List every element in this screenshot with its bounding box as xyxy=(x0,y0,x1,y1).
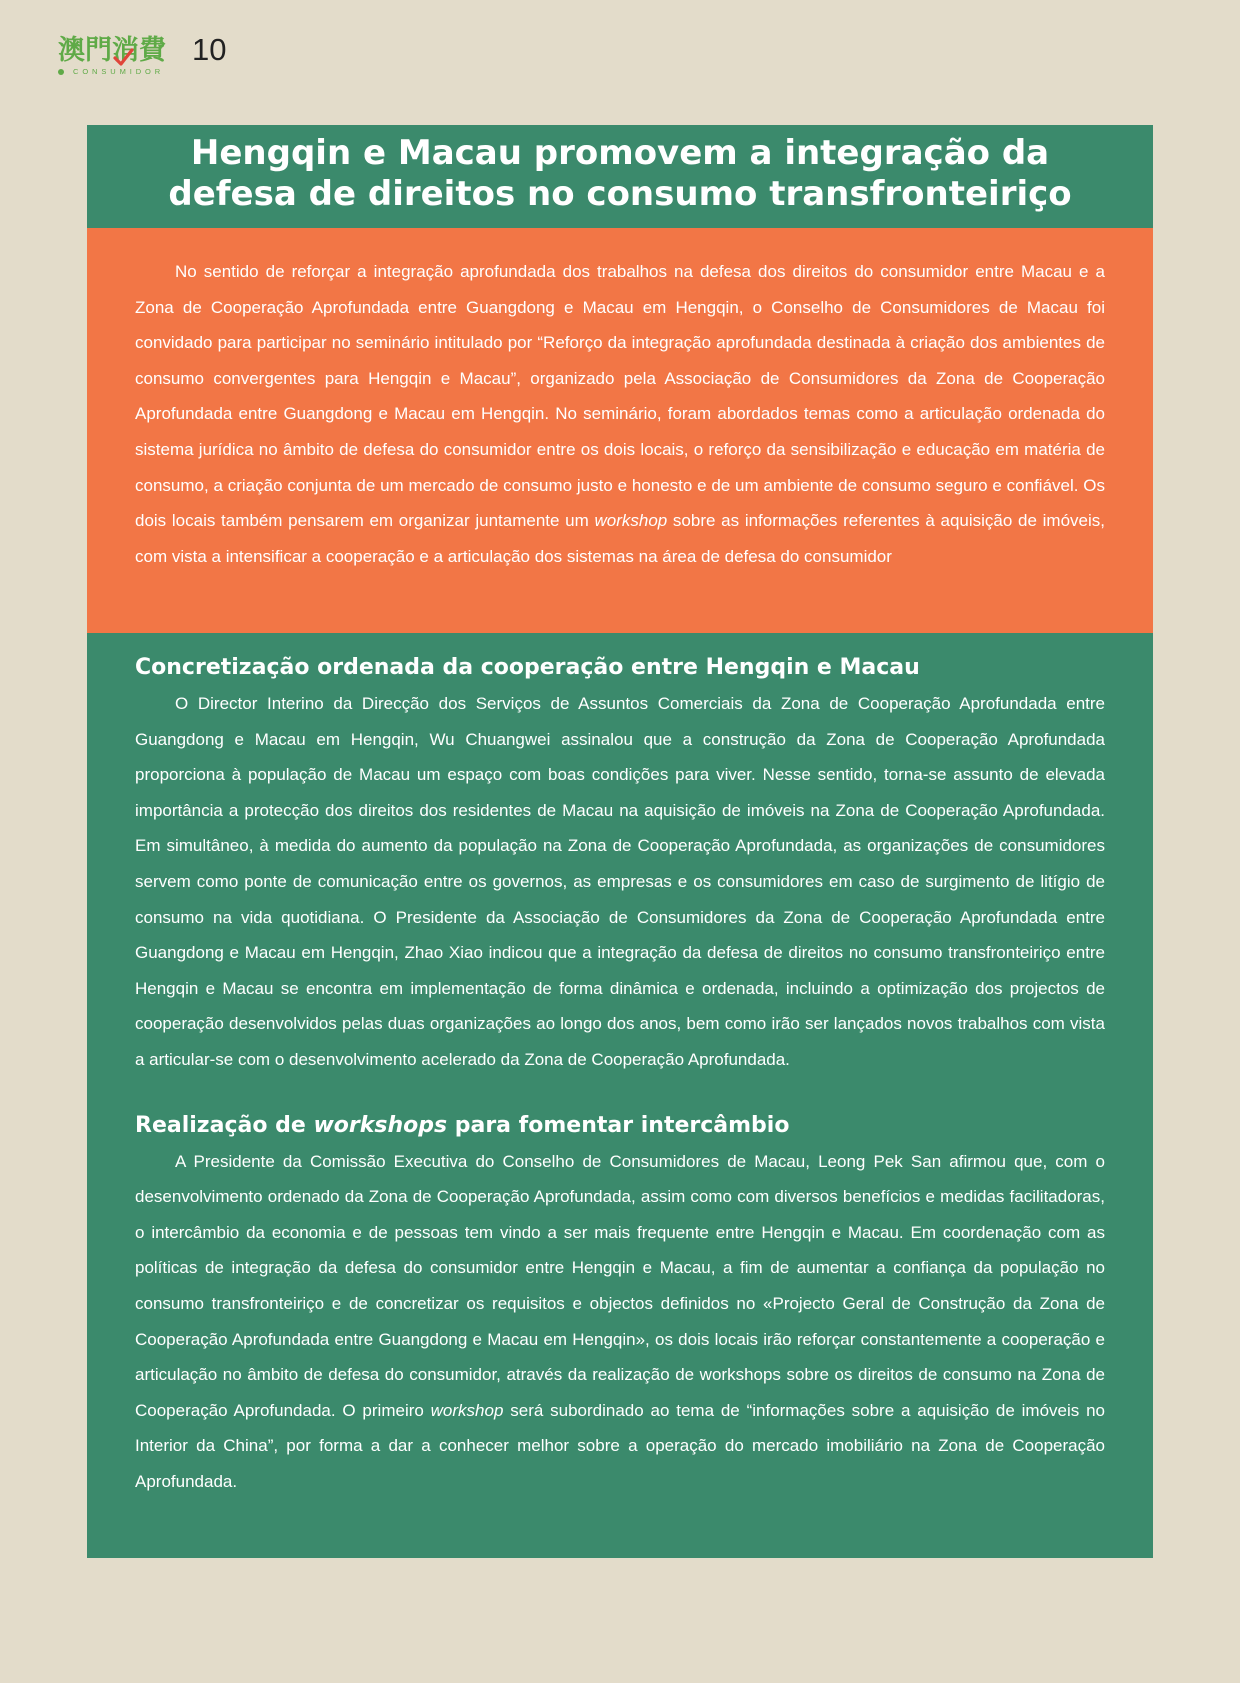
intro-text-part-1: No sentido de reforçar a integração aprofundada dos trabalhos na defesa dos direitos do consumidor entre Macau e a Zona de Cooperação Aprofundada entre Guangdong e Macau em Hengqin, o Conselho de Consumidores de Macau foi convidado para participar no seminário intitulado por “Reforço da integração aprofundada destinada à criação dos ambientes de consumo convergentes para Hengqin e Macau”, organizado pela Associação de Consumidores da Zona de Cooperação Aprofundada entre Guangdong e Macau em Hengqin. No seminário, foram abordados temas como a articulação ordenada do sistema jurídica no âmbito de defesa do consumidor entre os dois locais, o reforço da sensibilização e educação em matéria de consumo, a criação conjunta de um mercado de consumo justo e honesto e de um ambiente de consumo seguro e confiável. Os dois locais também pensarem em organizar juntamente um xyxy=(135,262,1105,531)
intro-panel xyxy=(87,228,1153,633)
consumer-magazine-logo xyxy=(58,36,170,76)
logo-subtitle-text: CONSUMIDOR xyxy=(73,67,165,76)
checkmark-icon xyxy=(112,47,134,67)
article-title-line-2: defesa de direitos no consumo transfronteiriço xyxy=(168,174,1072,214)
section-2-text-part-1: A Presidente da Comissão Executiva do Conselho de Consumidores de Macau, Leong Pek San afirmou que, com o desenvolvimento ordenado da Zona de Cooperação Aprofundada, assim como com diversos benefícios e medidas facilitadoras, o intercâmbio da economia e de pessoas tem vindo a ser mais frequente entre Hengqin e Macau. Em coordenação com as políticas de integração da defesa do consumidor entre Hengqin e Macau, a fim de aumentar a confiança da população no consumo transfronteiriço e de concretizar os requisitos e objectos definidos no «Projecto Geral de Construção da Zona de Cooperação Aprofundada entre Guangdong e Macau em Hengqin», os dois locais irão reforçar constantemente a cooperação e articulação no âmbito de defesa do consumidor, através da realização de workshops sobre os direitos de consumo na Zona de Cooperação Aprofundada. O primeiro xyxy=(135,1151,1105,1420)
section-divider-space xyxy=(135,1078,1105,1108)
logo-chinese-text: 澳門消費 xyxy=(58,35,166,66)
body-panel xyxy=(87,633,1153,1558)
intro-text-part-2: sobre as informações referentes à aquisição de imóveis, com vista a intensificar a cooperação e a articulação dos sistemas na área de defesa do consumidor xyxy=(135,511,1105,566)
section-2-heading-part-2: para fomentar intercâmbio xyxy=(447,1112,790,1138)
section-2-heading-part-1: Realização de xyxy=(135,1112,314,1138)
article-card xyxy=(87,125,1153,1558)
section-1-paragraph: O Director Interino da Direcção dos Serviços de Assuntos Comerciais da Zona de Cooperação Aprofundada entre Guangdong e Macau em Hengqin, Wu Chuangwei assinalou que a construção da Zona de Cooperação Aprofundada proporciona à população de Macau um espaço com boas condições para viver. Nesse sentido, torna-se assunto de elevada importância a protecção dos direitos dos residentes de Macau na aquisição de imóveis na Zona de Cooperação Aprofundada. Em simultâneo, à medida do aumento da população na Zona de Cooperação Aprofundada, as organizações de consumidores servem como ponte de comunicação entre os governos, as empresas e os consumidores em caso de surgimento de litígio de consumo na vida quotidiana. O Presidente da Associação de Consumidores da Zona de Cooperação Aprofundada entre Guangdong e Macau em Hengqin, Zhao Xiao indicou que a integração da defesa de direitos no consumo transfronteiriço entre Hengqin e Macau se encontra em implementação de forma dinâmica e ordenada, incluindo a optimização dos projectos de cooperação desenvolvidos pelas duas organizações ao longo dos anos, bem como irão ser lançados novos trabalhos com vista a articular-se com o desenvolvimento acelerado da Zona de Cooperação Aprofundada. xyxy=(135,694,1105,1069)
article-title xyxy=(87,125,1153,228)
intro-emphasis: workshop xyxy=(594,511,668,531)
logo-dot-icon xyxy=(58,69,64,75)
logo-subtitle xyxy=(58,67,170,76)
section-1-heading: Concretização ordenada da cooperação entre Hengqin e Macau xyxy=(135,655,920,680)
section-2-paragraph xyxy=(135,1144,1105,1500)
section-2-emphasis: workshop xyxy=(430,1400,504,1420)
section-2-text-part-2: será subordinado ao tema de “informações sobre a aquisição de imóveis no Interior da China”, por forma a dar a conhecer melhor sobre a operação do mercado imobiliário na Zona de Cooperação Aprofundada. xyxy=(135,1400,1105,1491)
section-2-heading-emphasis: workshops xyxy=(313,1112,448,1138)
page-number: 10 xyxy=(192,32,227,67)
article-title-line-1: Hengqin e Macau promovem a integração da xyxy=(190,133,1050,173)
intro-paragraph xyxy=(135,254,1105,574)
section-2-heading xyxy=(135,1108,1105,1144)
